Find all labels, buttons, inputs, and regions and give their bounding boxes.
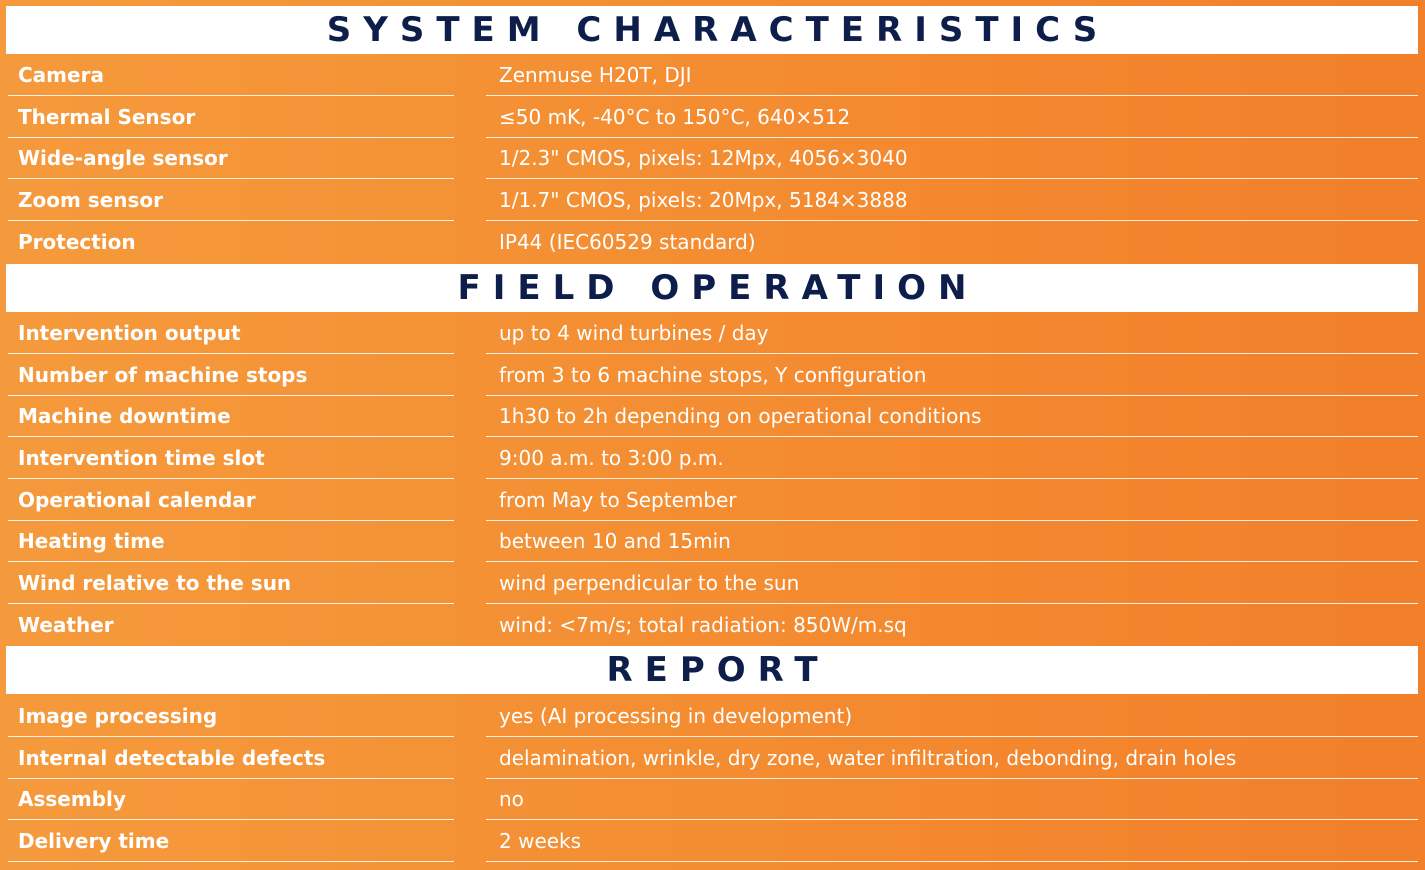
row-divider bbox=[8, 603, 454, 604]
row-divider bbox=[8, 478, 454, 479]
section-header-system-characteristics: SYSTEM CHARACTERISTICS bbox=[6, 6, 1418, 54]
row-value: no bbox=[499, 787, 524, 811]
row-divider bbox=[486, 603, 1418, 604]
spec-row bbox=[0, 313, 1425, 354]
spec-row bbox=[0, 696, 1425, 737]
row-label: Weather bbox=[18, 613, 114, 637]
row-divider bbox=[486, 736, 1418, 737]
row-value: IP44 (IEC60529 standard) bbox=[499, 230, 756, 254]
spec-row bbox=[0, 521, 1425, 562]
row-value: 9:00 a.m. to 3:00 p.m. bbox=[499, 446, 724, 470]
row-value: wind: <7m/s; total radiation: 850W/m.sq bbox=[499, 613, 907, 637]
section-header-field-operation: FIELD OPERATION bbox=[6, 264, 1418, 312]
row-label: Intervention time slot bbox=[18, 446, 265, 470]
row-value: 1h30 to 2h depending on operational conditions bbox=[499, 404, 982, 428]
spec-row bbox=[0, 55, 1425, 96]
spec-row bbox=[0, 738, 1425, 779]
row-value: ≤50 mK, -40°C to 150°C, 640×512 bbox=[499, 105, 851, 129]
row-value: up to 4 wind turbines / day bbox=[499, 321, 769, 345]
row-divider bbox=[486, 478, 1418, 479]
spec-row bbox=[0, 138, 1425, 179]
row-divider bbox=[8, 819, 454, 820]
row-value: Zenmuse H20T, DJI bbox=[499, 63, 692, 87]
row-label: Wide-angle sensor bbox=[18, 146, 228, 170]
row-divider bbox=[8, 95, 454, 96]
row-divider bbox=[8, 736, 454, 737]
row-label: Delivery time bbox=[18, 829, 170, 853]
row-label: Wind relative to the sun bbox=[18, 571, 292, 595]
row-divider bbox=[486, 436, 1418, 437]
row-label: Number of machine stops bbox=[18, 363, 308, 387]
spec-row bbox=[0, 355, 1425, 396]
row-label: Intervention output bbox=[18, 321, 241, 345]
row-label: Protection bbox=[18, 230, 136, 254]
row-value: from 3 to 6 machine stops, Y configuration bbox=[499, 363, 927, 387]
row-value: between 10 and 15min bbox=[499, 529, 731, 553]
spec-row bbox=[0, 222, 1425, 263]
row-value: from May to September bbox=[499, 488, 737, 512]
row-divider bbox=[486, 220, 1418, 221]
row-divider bbox=[486, 95, 1418, 96]
row-label: Thermal Sensor bbox=[18, 105, 196, 129]
spec-row bbox=[0, 563, 1425, 604]
row-divider bbox=[8, 220, 454, 221]
row-divider bbox=[8, 353, 454, 354]
row-value: 2 weeks bbox=[499, 829, 582, 853]
row-value: yes (AI processing in development) bbox=[499, 704, 853, 728]
row-label: Operational calendar bbox=[18, 488, 256, 512]
row-divider bbox=[8, 561, 454, 562]
row-value: delamination, wrinkle, dry zone, water infiltration, debonding, drain holes bbox=[499, 746, 1237, 770]
row-divider bbox=[8, 436, 454, 437]
spec-row bbox=[0, 97, 1425, 138]
row-divider bbox=[8, 861, 454, 862]
row-divider bbox=[486, 178, 1418, 179]
row-value: wind perpendicular to the sun bbox=[499, 571, 800, 595]
row-label: Assembly bbox=[18, 787, 126, 811]
row-value: 1/2.3" CMOS, pixels: 12Mpx, 4056×3040 bbox=[499, 146, 908, 170]
spec-row bbox=[0, 605, 1425, 646]
row-divider bbox=[486, 819, 1418, 820]
spec-row bbox=[0, 480, 1425, 521]
spec-row bbox=[0, 821, 1425, 862]
spec-row bbox=[0, 180, 1425, 221]
row-label: Heating time bbox=[18, 529, 165, 553]
spec-row bbox=[0, 438, 1425, 479]
spec-row bbox=[0, 396, 1425, 437]
row-divider bbox=[486, 861, 1418, 862]
row-label: Internal detectable defects bbox=[18, 746, 326, 770]
spec-row bbox=[0, 779, 1425, 820]
row-divider bbox=[486, 353, 1418, 354]
row-value: 1/1.7" CMOS, pixels: 20Mpx, 5184×3888 bbox=[499, 188, 908, 212]
row-label: Camera bbox=[18, 63, 104, 87]
section-header-report: REPORT bbox=[6, 646, 1418, 694]
row-label: Machine downtime bbox=[18, 404, 231, 428]
row-divider bbox=[8, 178, 454, 179]
row-divider bbox=[486, 561, 1418, 562]
row-label: Zoom sensor bbox=[18, 188, 163, 212]
row-label: Image processing bbox=[18, 704, 218, 728]
